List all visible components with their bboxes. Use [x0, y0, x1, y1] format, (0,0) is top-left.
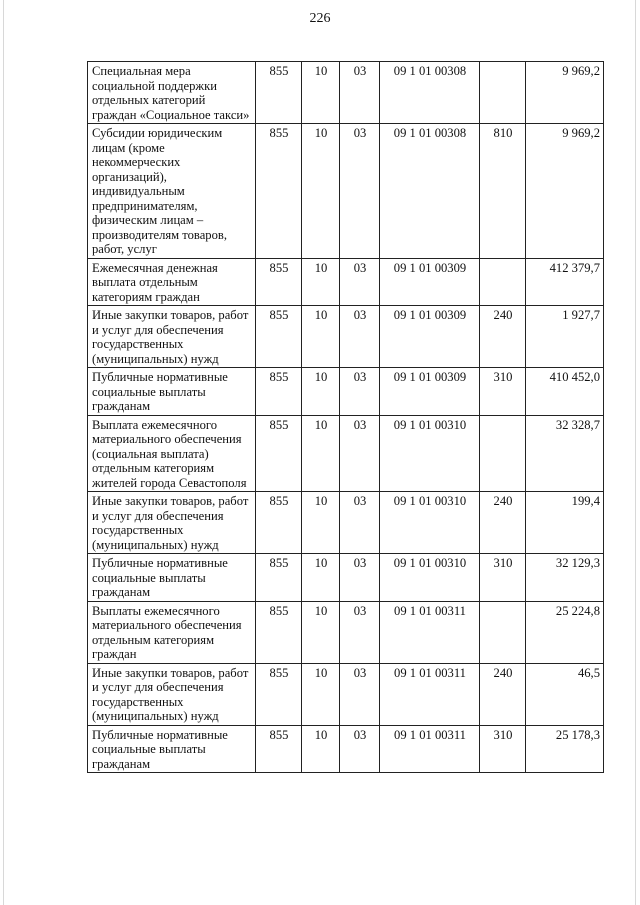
amount-value: 1 927,7 [526, 306, 604, 368]
amount-value: 410 452,0 [526, 368, 604, 416]
target-article-code: 09 1 01 00311 [380, 663, 480, 725]
department-code: 855 [256, 368, 302, 416]
table-row [88, 62, 604, 124]
row-item-name: Публичные нормативные социальные выплаты гражданам [88, 368, 256, 416]
department-code: 855 [256, 554, 302, 602]
table-row [88, 258, 604, 306]
table-row [88, 554, 604, 602]
row-item-name: Выплаты ежемесячного материального обеспечения отдельным категориям граждан [88, 601, 256, 663]
department-code: 855 [256, 306, 302, 368]
section-code: 10 [302, 492, 340, 554]
row-item-name: Ежемесячная денежная выплата отдельным категориям граждан [88, 258, 256, 306]
expense-type-code: 810 [480, 124, 526, 259]
department-code: 855 [256, 415, 302, 492]
target-article-code: 09 1 01 00310 [380, 415, 480, 492]
expense-type-code [480, 601, 526, 663]
subsection-code: 03 [340, 554, 380, 602]
target-article-code: 09 1 01 00308 [380, 124, 480, 259]
row-item-name: Выплата ежемесячного материального обеспечения (социальная выплата) отдельным категориям жителей города Севастополя [88, 415, 256, 492]
expense-type-code: 240 [480, 492, 526, 554]
row-item-name: Публичные нормативные социальные выплаты гражданам [88, 725, 256, 773]
section-code: 10 [302, 368, 340, 416]
section-code: 10 [302, 124, 340, 259]
section-code: 10 [302, 725, 340, 773]
row-item-name: Публичные нормативные социальные выплаты гражданам [88, 554, 256, 602]
amount-value: 32 328,7 [526, 415, 604, 492]
row-item-name: Иные закупки товаров, работ и услуг для обеспечения государственных (муниципальных) нужд [88, 492, 256, 554]
amount-value: 25 178,3 [526, 725, 604, 773]
department-code: 855 [256, 492, 302, 554]
expense-type-code: 310 [480, 368, 526, 416]
department-code: 855 [256, 124, 302, 259]
subsection-code: 03 [340, 601, 380, 663]
section-code: 10 [302, 258, 340, 306]
table-body [88, 62, 604, 773]
subsection-code: 03 [340, 663, 380, 725]
target-article-code: 09 1 01 00311 [380, 601, 480, 663]
subsection-code: 03 [340, 258, 380, 306]
subsection-code: 03 [340, 124, 380, 259]
table-row [88, 725, 604, 773]
department-code: 855 [256, 62, 302, 124]
target-article-code: 09 1 01 00309 [380, 368, 480, 416]
table-row [88, 492, 604, 554]
amount-value: 199,4 [526, 492, 604, 554]
department-code: 855 [256, 663, 302, 725]
department-code: 855 [256, 601, 302, 663]
table-row [88, 415, 604, 492]
department-code: 855 [256, 725, 302, 773]
amount-value: 25 224,8 [526, 601, 604, 663]
section-code: 10 [302, 415, 340, 492]
target-article-code: 09 1 01 00309 [380, 258, 480, 306]
row-item-name: Специальная мера социальной поддержки отдельных категорий граждан «Социальное такси» [88, 62, 256, 124]
subsection-code: 03 [340, 415, 380, 492]
expense-type-code: 310 [480, 554, 526, 602]
amount-value: 32 129,3 [526, 554, 604, 602]
left-scan-edge [3, 0, 4, 905]
section-code: 10 [302, 62, 340, 124]
table-row [88, 601, 604, 663]
section-code: 10 [302, 663, 340, 725]
amount-value: 9 969,2 [526, 62, 604, 124]
table-row [88, 306, 604, 368]
expense-type-code [480, 415, 526, 492]
target-article-code: 09 1 01 00308 [380, 62, 480, 124]
target-article-code: 09 1 01 00310 [380, 554, 480, 602]
expense-type-code [480, 62, 526, 124]
row-item-name: Иные закупки товаров, работ и услуг для обеспечения государственных (муниципальных) нужд [88, 663, 256, 725]
expense-type-code: 240 [480, 306, 526, 368]
table-row [88, 368, 604, 416]
table-row [88, 124, 604, 259]
row-item-name: Иные закупки товаров, работ и услуг для обеспечения государственных (муниципальных) нужд [88, 306, 256, 368]
section-code: 10 [302, 306, 340, 368]
table-row [88, 663, 604, 725]
expense-type-code: 310 [480, 725, 526, 773]
expense-type-code [480, 258, 526, 306]
subsection-code: 03 [340, 492, 380, 554]
expense-type-code: 240 [480, 663, 526, 725]
page-number: 226 [309, 11, 331, 26]
subsection-code: 03 [340, 368, 380, 416]
section-code: 10 [302, 554, 340, 602]
department-code: 855 [256, 258, 302, 306]
target-article-code: 09 1 01 00309 [380, 306, 480, 368]
section-code: 10 [302, 601, 340, 663]
amount-value: 9 969,2 [526, 124, 604, 259]
target-article-code: 09 1 01 00311 [380, 725, 480, 773]
subsection-code: 03 [340, 725, 380, 773]
subsection-code: 03 [340, 62, 380, 124]
amount-value: 46,5 [526, 663, 604, 725]
subsection-code: 03 [340, 306, 380, 368]
amount-value: 412 379,7 [526, 258, 604, 306]
target-article-code: 09 1 01 00310 [380, 492, 480, 554]
right-scan-edge [635, 0, 636, 905]
row-item-name: Субсидии юридическим лицам (кроме некоммерческих организаций), индивидуальным предпринимателям, физическим лицам – производителям товаров, работ, услуг [88, 124, 256, 259]
budget-table [87, 61, 604, 773]
